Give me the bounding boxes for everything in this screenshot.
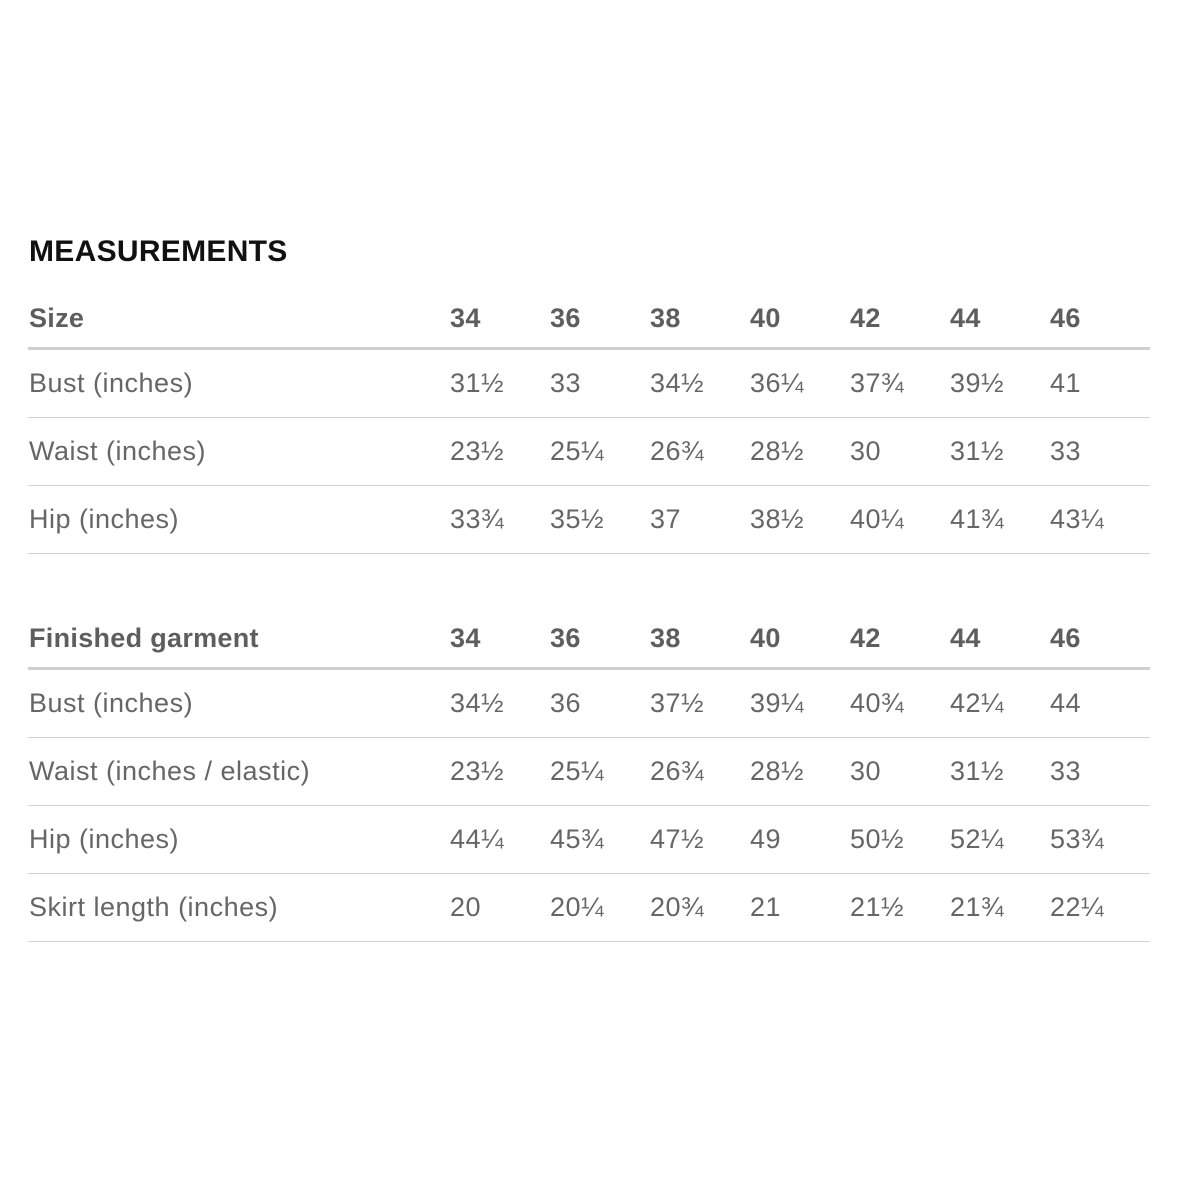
table-row bbox=[28, 418, 1150, 486]
table-cell: 31½ bbox=[950, 756, 1005, 786]
table-row bbox=[28, 806, 1150, 874]
table-cell: 33 bbox=[1050, 756, 1082, 786]
table-cell: 45¾ bbox=[550, 824, 605, 854]
size-header: 36 bbox=[550, 303, 581, 333]
table-cell: 40¾ bbox=[850, 688, 905, 718]
table-cell: 47½ bbox=[650, 824, 705, 854]
table-cell: 33 bbox=[550, 368, 582, 398]
table-cell: 36¼ bbox=[750, 368, 805, 398]
table-cell: 31½ bbox=[950, 436, 1005, 466]
size-header: 44 bbox=[950, 303, 981, 333]
table-row bbox=[28, 350, 1150, 418]
table-cell: 39½ bbox=[950, 368, 1005, 398]
table-cell: 28½ bbox=[750, 756, 805, 786]
row-label: Skirt length (inches) bbox=[29, 892, 279, 922]
table-cell: 28½ bbox=[750, 436, 805, 466]
table-cell: 42¼ bbox=[950, 688, 1005, 718]
row-label: Hip (inches) bbox=[29, 824, 180, 854]
size-header: 42 bbox=[850, 303, 881, 333]
page-title: MEASUREMENTS bbox=[29, 235, 288, 268]
table-cell: 20 bbox=[450, 892, 482, 922]
table-cell: 31½ bbox=[450, 368, 505, 398]
table-row bbox=[28, 486, 1150, 554]
table-row bbox=[28, 874, 1150, 942]
table-cell: 43¼ bbox=[1050, 504, 1105, 534]
size-header: 36 bbox=[550, 623, 581, 653]
table-cell: 37½ bbox=[650, 688, 705, 718]
size-header: 40 bbox=[750, 303, 781, 333]
table-cell: 41¾ bbox=[950, 504, 1005, 534]
table-cell: 34½ bbox=[650, 368, 705, 398]
table-cell: 35½ bbox=[550, 504, 605, 534]
size-header: 46 bbox=[1050, 303, 1081, 333]
body-measurements-table bbox=[28, 290, 1150, 554]
table-cell: 41 bbox=[1050, 368, 1082, 398]
table-cell: 30 bbox=[850, 756, 882, 786]
header-label: Finished garment bbox=[29, 623, 259, 653]
table-cell: 50½ bbox=[850, 824, 905, 854]
table-cell: 25¼ bbox=[550, 756, 605, 786]
table-cell: 26¾ bbox=[650, 756, 705, 786]
table-cell: 40¼ bbox=[850, 504, 905, 534]
header-label: Size bbox=[29, 303, 85, 333]
table-cell: 20¼ bbox=[550, 892, 605, 922]
row-label: Waist (inches / elastic) bbox=[29, 756, 311, 786]
size-header: 40 bbox=[750, 623, 781, 653]
size-header: 44 bbox=[950, 623, 981, 653]
row-label: Hip (inches) bbox=[29, 504, 180, 534]
row-label: Waist (inches) bbox=[29, 436, 207, 466]
table-cell: 33 bbox=[1050, 436, 1082, 466]
table-cell: 34½ bbox=[450, 688, 505, 718]
table-cell: 44¼ bbox=[450, 824, 505, 854]
table-cell: 26¾ bbox=[650, 436, 705, 466]
table-cell: 33¾ bbox=[450, 504, 505, 534]
row-label: Bust (inches) bbox=[29, 368, 194, 398]
table-row bbox=[28, 670, 1150, 738]
table-row bbox=[28, 738, 1150, 806]
table-cell: 21 bbox=[750, 892, 782, 922]
size-header: 38 bbox=[650, 623, 681, 653]
table-cell: 23½ bbox=[450, 756, 505, 786]
table-cell: 25¼ bbox=[550, 436, 605, 466]
table-cell: 38½ bbox=[750, 504, 805, 534]
finished-garment-table bbox=[28, 610, 1150, 942]
size-header: 34 bbox=[450, 303, 481, 333]
table-cell: 44 bbox=[1050, 688, 1082, 718]
table-cell: 30 bbox=[850, 436, 882, 466]
row-label: Bust (inches) bbox=[29, 688, 194, 718]
table-cell: 49 bbox=[750, 824, 782, 854]
size-header: 42 bbox=[850, 623, 881, 653]
table-cell: 37¾ bbox=[850, 368, 905, 398]
table-cell: 36 bbox=[550, 688, 582, 718]
size-header: 38 bbox=[650, 303, 681, 333]
table-cell: 20¾ bbox=[650, 892, 705, 922]
table-header-row bbox=[28, 610, 1150, 670]
table-header-row bbox=[28, 290, 1150, 350]
size-header: 46 bbox=[1050, 623, 1081, 653]
table-cell: 21½ bbox=[850, 892, 905, 922]
table-cell: 21¾ bbox=[950, 892, 1005, 922]
table-cell: 53¾ bbox=[1050, 824, 1105, 854]
table-cell: 22¼ bbox=[1050, 892, 1105, 922]
table-cell: 52¼ bbox=[950, 824, 1005, 854]
table-cell: 39¼ bbox=[750, 688, 805, 718]
size-header: 34 bbox=[450, 623, 481, 653]
table-cell: 23½ bbox=[450, 436, 505, 466]
table-cell: 37 bbox=[650, 504, 682, 534]
